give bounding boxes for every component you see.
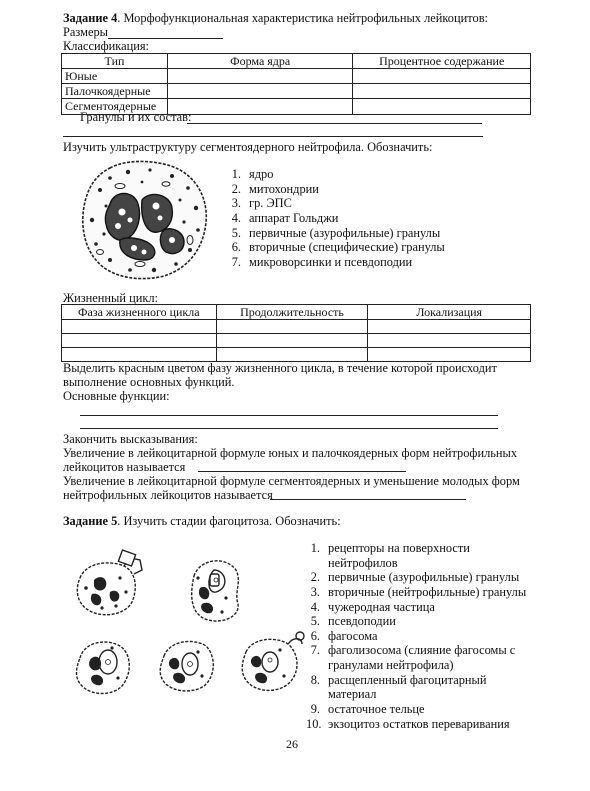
table-row [62,320,531,334]
answer-cell[interactable] [167,84,352,99]
list-item: 3. гр. ЭПС [231,196,292,211]
list-item: 5. псевдоподии [310,614,396,629]
table-row [62,84,531,99]
classification-table [61,53,531,115]
statement1-line1: Увеличение в лейкоцитарной формуле юных и палочкоядерных форм нейтрофильных [63,446,518,460]
list-item: 5. первичные (азурофильные) гранулы [231,225,441,240]
ultrastructure-legend [227,167,445,269]
list-item: 10. экзоцитоз остатков переваривания [306,716,510,731]
answer-cell[interactable] [353,84,531,99]
task4-title-rest: . Морфофункциональная характеристика нейтрофильных лейкоцитов: [117,11,488,25]
answer-cell[interactable] [62,348,217,362]
table-header-duration: Продолжительность [216,305,368,320]
list-item: 9. остаточное тельце [310,701,425,716]
granules-answer-line-2[interactable] [63,136,483,137]
task4-title [63,11,488,26]
list-item: 2. первичные (азурофильные) гранулы [310,570,520,585]
table-header-nucleus-shape: Форма ядра [167,54,352,69]
statement2-answer-line[interactable] [270,499,466,500]
lifecycle-table [61,304,531,362]
main-functions-label: Основные функции: [63,389,170,403]
answer-cell[interactable] [368,334,531,348]
list-item: 3. вторичные (нейтрофильные) гранулы [310,584,527,599]
row-label: Палочкоядерные [62,84,168,99]
phagocytosis-legend [306,541,526,731]
task5-title-bold: Задание 5 [63,514,118,528]
table-row [62,69,531,84]
list-item: 6. фагосома [310,628,378,643]
table-header-type: Тип [62,54,168,69]
statement2-line1: Увеличение в лейкоцитарной формуле сегментоядерных и уменьшение молодых форм [63,474,520,488]
answer-cell[interactable] [167,99,352,114]
answer-cell[interactable] [62,334,217,348]
list-item: 4. чужеродная частица [310,599,435,614]
statement2-line2: нейтрофильных лейкоцитов называется [63,488,273,502]
answer-cell[interactable] [62,320,217,334]
page-number: 26 [286,737,298,751]
table-header-row [62,305,531,320]
highlight-instruction-line2: выполнение основных функций. [63,375,235,389]
answer-cell[interactable] [216,334,368,348]
answer-cell[interactable] [353,99,531,114]
task4-title-bold: Задание 4 [63,11,118,25]
answer-cell[interactable] [368,348,531,362]
list-item: 6. вторичные (специфические) гранулы [231,240,445,255]
answer-cell[interactable] [167,69,352,84]
complete-statements-label: Закончить высказывания: [63,432,198,446]
granules-answer-line[interactable] [187,123,482,124]
answer-cell[interactable] [216,320,368,334]
list-item: 2. митохондрии [231,181,319,196]
list-item: 1. рецепторы на поверхности нейтрофилов [310,541,470,570]
answer-cell[interactable] [368,320,531,334]
granules-label: Гранулы и их состав: [80,110,192,124]
table-header-phase: Фаза жизненного цикла [62,305,217,320]
answer-cell[interactable] [353,69,531,84]
sizes-label: Размеры [63,25,108,39]
answer-cell[interactable] [216,348,368,362]
functions-answer-line-1[interactable] [80,415,498,416]
statement1-line2: лейкоцитов называется [63,460,186,474]
table-header-row [62,54,531,69]
table-header-percentage: Процентное содержание [353,54,531,69]
row-label: Сегментоядерные [62,99,168,114]
statement1-answer-line[interactable] [198,471,406,472]
list-item: 4. аппарат Гольджи [231,210,339,225]
neutrophil-ultrastructure-figure [80,160,210,280]
table-header-location: Локализация [368,305,531,320]
table-row [62,334,531,348]
highlight-instruction-line1: Выделить красным цветом фазу жизненного цикла, в течение которой происходит [63,361,497,375]
table-row [62,348,531,362]
row-label: Юные [62,69,168,84]
ultrastructure-instruction: Изучить ультраструктуру сегментоядерного нейтрофила. Обозначить: [63,140,433,154]
phagocytosis-stages-figure [66,548,316,708]
task5-title-rest: . Изучить стадии фагоцитоза. Обозначить: [117,514,341,528]
lifecycle-label: Жизненный цикл: [63,291,158,305]
list-item: 1. ядро [231,167,274,181]
classification-label: Классификация: [63,39,149,53]
task5-title [63,514,341,529]
list-item: 7. микроворсинки и псевдоподии [231,254,413,269]
list-item: 8. расщепленный фагоцитарный материал [310,672,487,702]
list-item: 7. фаголизосома (слияние фагосомы с гранулами нейтрофила) [310,643,516,672]
functions-answer-line-2[interactable] [80,428,498,429]
